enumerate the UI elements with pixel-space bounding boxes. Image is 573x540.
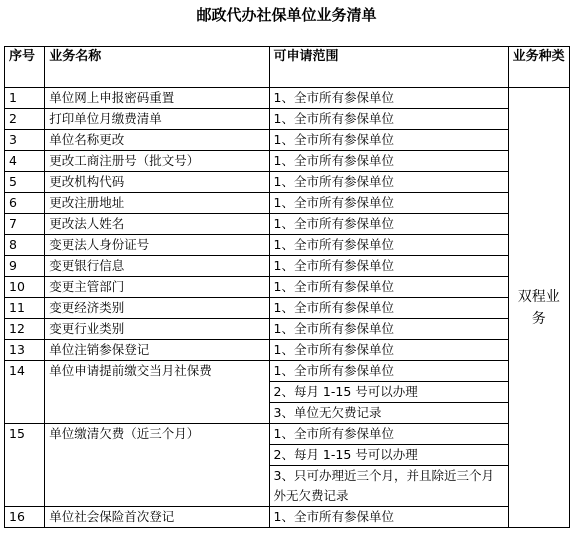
service-name: 变更银行信息 [45,256,269,277]
header-no: 序号 [5,47,45,88]
table-row [5,88,570,109]
table-row [5,424,570,445]
service-scope: 1、全市所有参保单位 [269,319,508,340]
table-row [5,277,570,298]
header-type: 业务种类 [508,47,569,88]
row-number: 12 [5,319,45,340]
table-row [5,214,570,235]
service-name: 变更行业类别 [45,319,269,340]
service-type: 双程业务 [508,88,569,528]
service-name: 变更经济类别 [45,298,269,319]
service-scope: 3、只可办理近三个月，并且除近三个月外无欠费记录 [269,466,508,507]
row-number: 9 [5,256,45,277]
service-name: 单位注销参保登记 [45,340,269,361]
service-scope: 2、每月 1-15 号可以办理 [269,382,508,403]
service-name: 更改注册地址 [45,193,269,214]
header-name: 业务名称 [45,47,269,88]
table-row [5,130,570,151]
service-name: 打印单位月缴费清单 [45,109,269,130]
row-number: 8 [5,235,45,256]
table-row [5,109,570,130]
service-scope: 1、全市所有参保单位 [269,151,508,172]
service-scope: 3、单位无欠费记录 [269,403,508,424]
service-name: 单位缴清欠费（近三个月） [45,424,269,507]
service-scope: 1、全市所有参保单位 [269,172,508,193]
service-scope: 1、全市所有参保单位 [269,340,508,361]
service-scope: 1、全市所有参保单位 [269,256,508,277]
row-number: 2 [5,109,45,130]
table-row [5,507,570,528]
table-row [5,340,570,361]
service-name: 单位名称更改 [45,130,269,151]
service-name: 更改工商注册号（批文号） [45,151,269,172]
service-scope: 1、全市所有参保单位 [269,88,508,109]
row-number: 15 [5,424,45,507]
service-scope: 1、全市所有参保单位 [269,424,508,445]
table-row [5,172,570,193]
service-scope: 1、全市所有参保单位 [269,109,508,130]
service-table [4,46,570,528]
table-row [5,319,570,340]
service-scope: 1、全市所有参保单位 [269,130,508,151]
table-row [5,193,570,214]
service-name: 更改法人姓名 [45,214,269,235]
table-header-row [5,47,570,88]
service-scope: 1、全市所有参保单位 [269,361,508,382]
row-number: 16 [5,507,45,528]
row-number: 5 [5,172,45,193]
service-scope: 1、全市所有参保单位 [269,507,508,528]
service-name: 变更主管部门 [45,277,269,298]
table-row [5,256,570,277]
page-title: 邮政代办社保单位业务清单 [196,6,377,24]
table-row [5,151,570,172]
row-number: 6 [5,193,45,214]
row-number: 3 [5,130,45,151]
service-scope: 2、每月 1-15 号可以办理 [269,445,508,466]
row-number: 4 [5,151,45,172]
row-number: 1 [5,88,45,109]
service-name: 更改机构代码 [45,172,269,193]
header-scope: 可申请范围 [269,47,508,88]
table-body [5,88,570,528]
table-row [5,235,570,256]
service-scope: 1、全市所有参保单位 [269,298,508,319]
service-name: 单位社会保险首次登记 [45,507,269,528]
service-scope: 1、全市所有参保单位 [269,193,508,214]
row-number: 10 [5,277,45,298]
service-name: 单位申请提前缴交当月社保费 [45,361,269,424]
table-row [5,361,570,382]
table-row [5,298,570,319]
row-number: 11 [5,298,45,319]
service-scope: 1、全市所有参保单位 [269,235,508,256]
service-name: 单位网上申报密码重置 [45,88,269,109]
service-scope: 1、全市所有参保单位 [269,277,508,298]
row-number: 14 [5,361,45,424]
service-name: 变更法人身份证号 [45,235,269,256]
row-number: 7 [5,214,45,235]
row-number: 13 [5,340,45,361]
service-scope: 1、全市所有参保单位 [269,214,508,235]
